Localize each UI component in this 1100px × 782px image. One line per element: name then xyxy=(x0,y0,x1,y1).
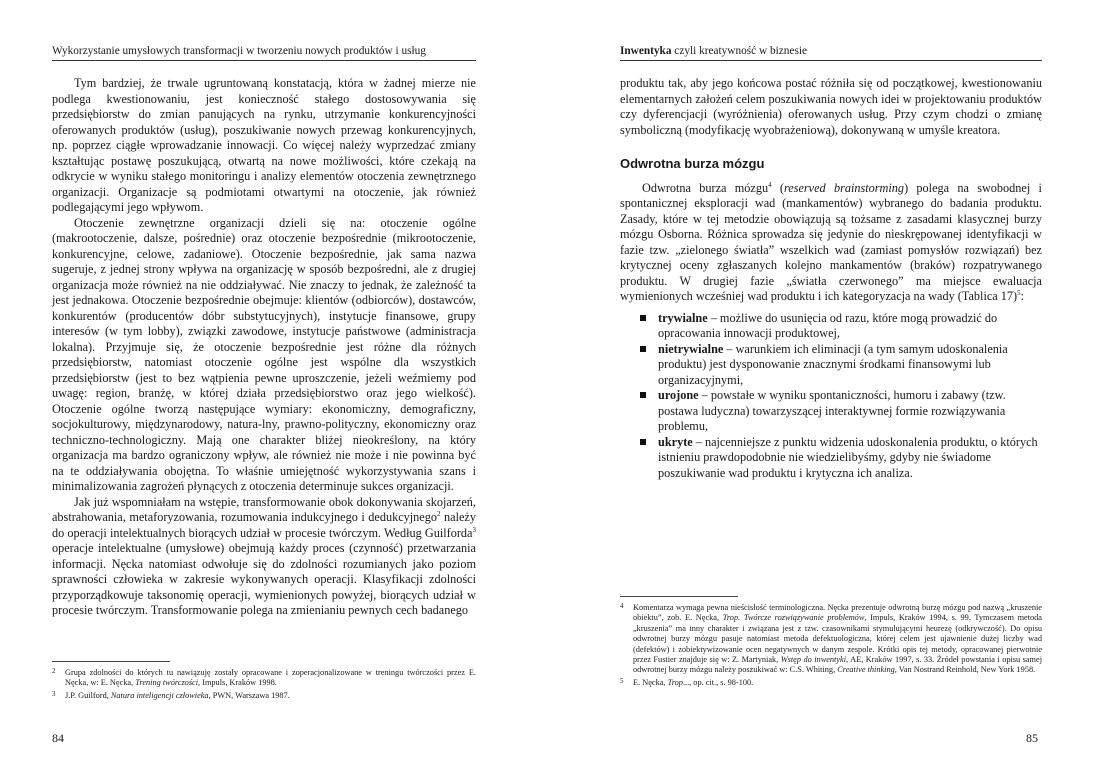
footnote-text: ..., op. cit., s. 98-100. xyxy=(682,677,754,687)
paragraph: Otoczenie zewnętrzne organizacji dzieli się na: otoczenie ogólne (makrootoczenie, dalsze, pośrednie) oraz otoczenie bezpośrednie (mikrootoczenie, konkurencyjne, celowe, zadaniowe). Otoczenie bezpośrednie, jak sama nazwa sugeruje, z jednej strony wpływa na organizację w sposób bezpośredni, ale z drugiej organizacja może również na nie oddziaływać. Nie znaczy to jednak, że zależność ta jest jednakowa. Otoczenie bezpośrednie obejmuje: klientów (odbiorców), dostawców, konkurentów (producentów dóbr substytucyjnych), instytucje finansowe, grupy interesów (w tym lobby), związki zawodowe, instytucje państwowe (administracja lokalna). Przyjmuje się, że otoczenie bezpośrednie jest różne dla różnych przedsiębiorstw, natomiast otoczenie ogólne jest wspólne dla wszystkich przedsiębiorstw (jest to bez wątpienia pewne uproszczenie, jeżeli weźmiemy pod uwagę: region, branżę, w której działa przedsiębiorstwo oraz jego wielkość). Otoczenie ogólne tworzą następujące wymiary: ekonomiczny, demograficzny, socjokulturowy, międzynarodowy, natura-lny, prawno-polityczny, ekonomiczny oraz techniczno-technologiczny. Mają one charakter bliżej nieokreślony, na który organizacja ma bardzo ograniczony wpływ, ale również nie może i nie powinna być na te oddziaływania obojętna. To właśnie umiejętność wykorzystywania szans i minimalizowania zagrożeń płynących z otoczenia determinuje sukces organizacji. xyxy=(52,215,476,493)
text-run: ( xyxy=(771,180,784,195)
square-bullet-icon xyxy=(640,346,646,352)
italic-term: reserved brainstorming xyxy=(783,180,905,195)
footnote-ref: 3 xyxy=(472,525,476,534)
footnote-text: Komentarza wymaga pewna nieścisłość terminologiczna. Nęcka prezentuje odwrotną burzę mózgu pod nazwą „kruszenie obiektu”, zob. E. Nęcka, xyxy=(633,603,1042,623)
footnote-text: E. Nęcka, xyxy=(633,677,668,687)
list-item xyxy=(620,342,1042,389)
footnote-title: Wstęp do inwentyki xyxy=(780,655,847,665)
list-text: – powstałe w wyniku spontaniczności, humoru i zabawy (tzw. postawa ludyczna) towarzyszącej interaktywnej formie rozwiązywania problemu, xyxy=(658,388,1006,433)
paragraph xyxy=(52,495,476,619)
footnote-ref: 4 xyxy=(768,180,772,189)
list-term: trywialne xyxy=(658,310,708,325)
footnote-text: , Impuls, Kraków 1994, s. 99. Tymczasem metoda „kruszenia” ma inny charakter i związana jest z tzw. czasownikami stymulującymi heurezę (odkrywczość). Do opisu odwrotnej burzy mózgu pasuje natomiast metoda defektuologiczna, której celem jest ujawnienie dużej liczby wad (defektów) i zobiektywizowanie ocen negatywnych w danym zespole. Krótki opis tej metody, opracowanej pierwotnie przez Fustier znajduje się w: Z. Martyniak, xyxy=(633,613,1042,665)
footnote-divider xyxy=(52,661,170,662)
header-rest: czyli kreatywność w biznesie xyxy=(671,45,807,57)
footnote-text: , PWN, Warszawa 1987. xyxy=(208,690,290,700)
paragraph xyxy=(620,181,1042,305)
running-header xyxy=(620,45,1042,61)
footnote xyxy=(620,603,1042,676)
list-term: nietrywialne xyxy=(658,341,724,356)
body-text xyxy=(620,76,1042,481)
square-bullet-icon xyxy=(640,315,646,321)
text-run: operacje intelektualne (umysłowe) obejmują każdy proces (czynność) przetwarzania informacji. Nęcka natomiast odwołuje się do zdolności rozumianych jako poziom sprawności człowieka w zakresie wykonywanych operacji. Klasyfikacji zdolności przyporządkowuje taksonomię operacji, wymienionych powyżej, biorących udział w procesie twórczym. Transformowanie polega na zmienianiu pewnych cech badanego xyxy=(52,541,476,617)
footnote-title: Trop xyxy=(667,677,683,687)
footnote-ref: 5 xyxy=(1017,288,1021,297)
footnote-text: J.P. Guilford, xyxy=(65,690,111,700)
section-title: Odwrotna burza mózgu xyxy=(620,156,765,171)
square-bullet-icon xyxy=(640,439,646,445)
footnote xyxy=(52,691,476,701)
text-run: należy do operacji intelektualnych biorących udział w procesie twórczym. Według Guilforda xyxy=(52,510,476,540)
footnote-text: , Impuls, Kraków 1998. xyxy=(198,678,277,688)
running-header: Wykorzystanie umysłowych transformacji w tworzeniu nowych produktów i usług xyxy=(52,45,476,61)
footnote-ref: 2 xyxy=(437,509,441,518)
list-item xyxy=(620,388,1042,435)
list-text: – warunkiem ich eliminacji (a tym samym udoskonalenia produktu) jest dysponowanie znacznymi środkami finansowymi lub organizacyjnymi, xyxy=(658,341,1008,387)
text-run: : xyxy=(1020,289,1025,303)
footnote-number: 4 xyxy=(620,602,624,610)
footnote-text: , AE, Kraków 1997, s. 33. Źródeł powstania i opisu samej odwrotnej burzy mózgu należy poszukiwać w: C.S. Whiting, xyxy=(633,655,1042,675)
list-text: – najcenniejsze z punktu widzenia udoskonalenia produktu, o których istnieniu prawdopodobnie nie wiedzielibyśmy, gdyby nie świadome poszukiwanie wad produktu i krytyczna ich analiza. xyxy=(658,434,1038,480)
list-term: ukryte xyxy=(658,434,693,449)
paragraph: Tym bardziej, że trwale ugruntowaną konstatacją, która w żadnej mierze nie podlega kwestionowaniu, jest konieczność stałego dostosowywania się przedsiębiorstw do zmian panujących na rynku, utrzymanie konkurencyjności oferowanych produktów (usług), poszukiwanie nowych przewag konkurencyjnych, np. poprzez ciągłe wprowadzanie innowacji. Co więcej należy wyprzedzać zmiany kształtując postawę poszukującą, otwartą na nowe możliwości, które czekają na odkrycie w wyniku stałego monitoringu i analizy elementów otoczenia zewnętrznego organizacji. Organizacje są podmiotami otwartymi na otoczenie, jak również podlegającymi jego wpływom. xyxy=(52,76,476,214)
text-run: Jak już wspomniałam na wstępie, transformowanie obok dokonywania skojarzeń, abstrahowania, metaforyzowania, rozumowania indukcyjnego i dedukcyjnego xyxy=(52,494,476,524)
square-bullet-icon xyxy=(640,392,646,398)
defect-list xyxy=(620,311,1042,482)
text-run: ) polega na swobodnej i spontanicznej eksploracji wad (mankamentów) wybranego do badania produktu. Zasady, które w tej metodzie obowiązują są tożsame z zasadami klasycznej burzy mózgu Osborna. Różnica sprowadza się jedynie do nieskrępowanej identyfikacji w fazie tzw. „zielonego światła” wszelkich wad (zamiast pomysłów rozwiązań) bez krytycznej oceny zgłaszanych kolejno mankamentów (braków) rozpatrywanego produktu. W drugiej fazie „światła czerwonego” ma miejsce ewaluacja wymienionych wcześniej wad produktu i ich kategoryzacja na wady (Tablica 17) xyxy=(620,180,1042,303)
footnotes xyxy=(52,668,476,703)
text-run: Odwrotna burza mózgu xyxy=(642,180,769,195)
footnote-title: Natura inteligencji człowieka xyxy=(110,690,209,700)
footnote xyxy=(52,668,476,689)
footnote-title: Trop. Twórcze rozwiązywanie problemów xyxy=(722,613,865,623)
footnote xyxy=(620,678,1042,688)
footnote-text: , Van Nostrand Reinhold, New York 1958. xyxy=(894,665,1036,675)
footnote-number: 5 xyxy=(620,676,624,685)
right-page xyxy=(550,0,1100,782)
body-text xyxy=(52,76,476,619)
footnote-divider xyxy=(620,596,738,597)
page-number: 84 xyxy=(52,731,64,745)
paragraph: produktu tak, aby jego końcowa postać różniła się od początkowej, kwestionowaniu elementarnych założeń celem poszukiwania nowych idei w projektowaniu produktów czy dyferencjacji (wyróżnienia) oferowanych usług. Przy czym chodzi o zmianę symboliczną (modyfikację wyobrażeniową), dokonywaną w umyśle kreatora. xyxy=(620,76,1042,137)
footnote-number: 2 xyxy=(52,667,56,675)
list-item xyxy=(620,311,1042,342)
list-text: – możliwe do usunięcia od razu, które mogą prowadzić do opracowania innowacji produktowej, xyxy=(658,310,998,340)
footnote-title: Creative thinking xyxy=(837,665,895,675)
header-bold: Inwentyka xyxy=(620,45,672,57)
footnote-text: Grupa zdolności do których tu nawiązuję zostały opracowane i zoperacjonalizowane w treningu twórczości przez E. Nęcka, w: E. Nęcka, xyxy=(65,668,476,688)
footnote-number: 3 xyxy=(52,689,56,698)
footnote-title: Trening twórczości xyxy=(135,678,199,688)
list-item xyxy=(620,435,1042,482)
list-term: urojone xyxy=(658,388,699,402)
footnotes xyxy=(620,603,1042,690)
page-number: 85 xyxy=(1026,731,1038,745)
